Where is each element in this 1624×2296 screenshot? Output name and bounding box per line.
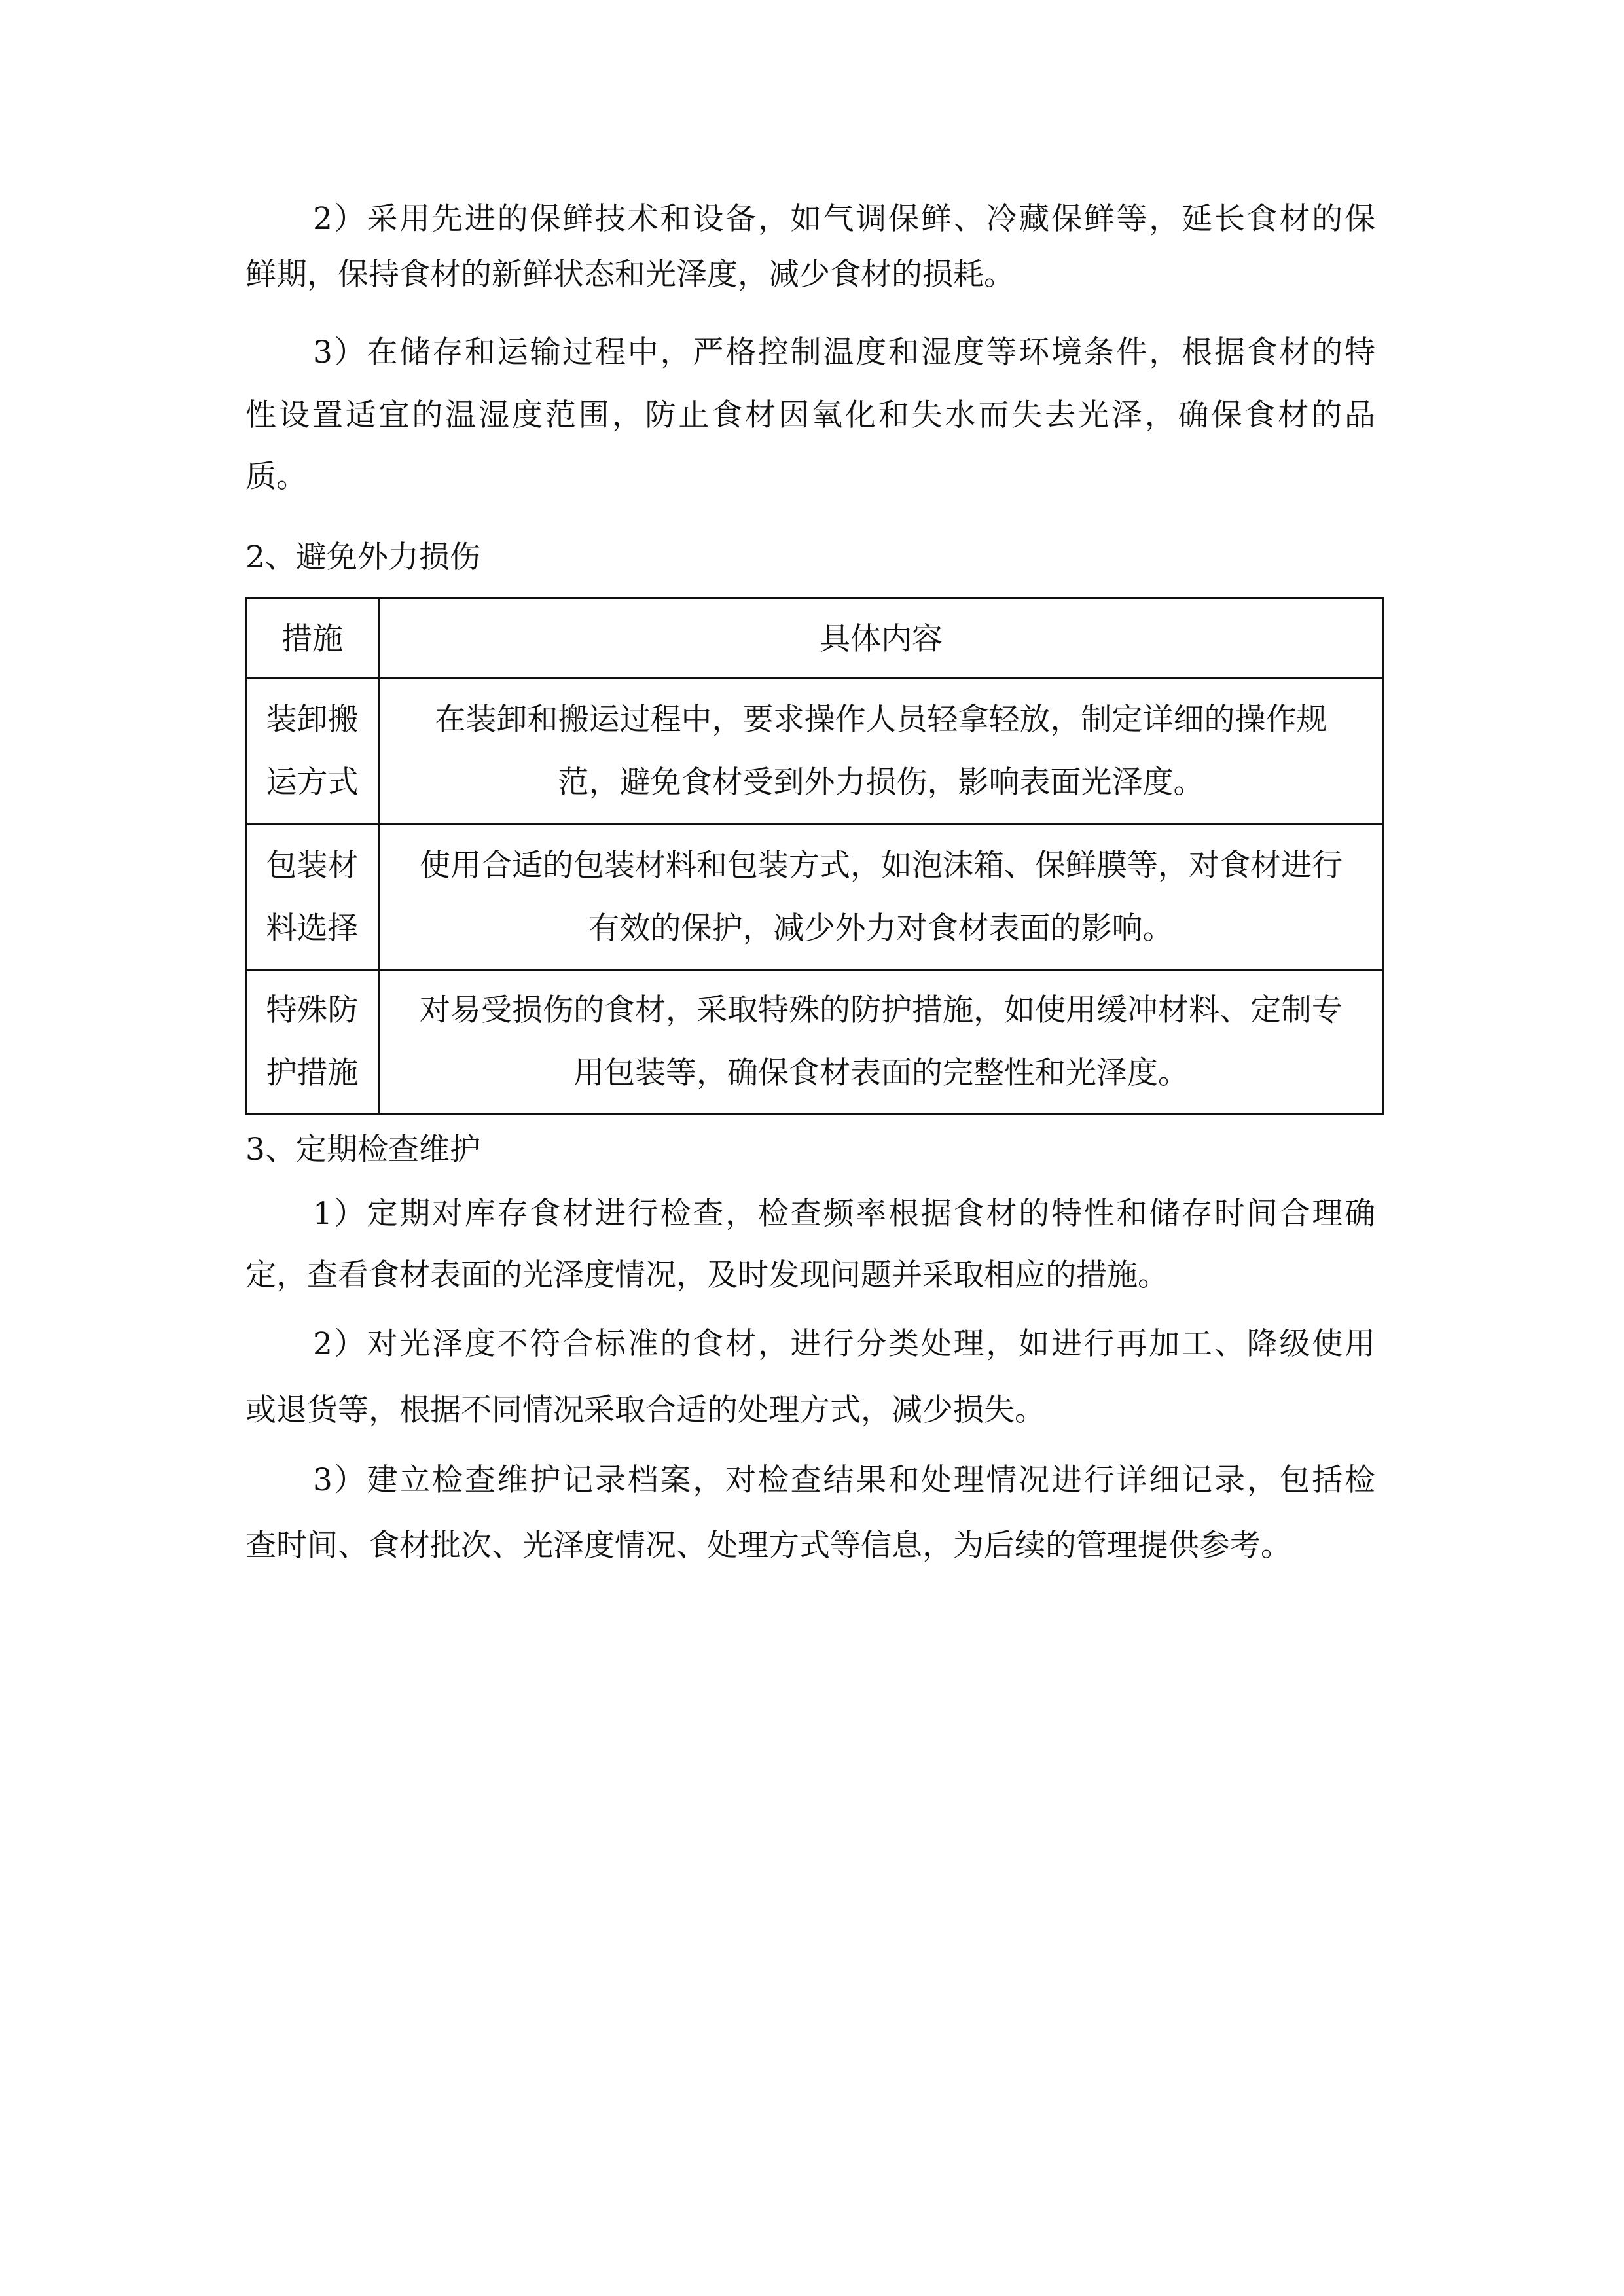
text-line: 质。 [245,459,307,495]
section-heading-inspection: 3、定期检查维护 [245,1132,480,1168]
table-header-row [246,598,1384,679]
cell-line: 装卸搬 [266,702,359,738]
header-content: 具体内容 [379,598,1384,679]
text-line: 鲜期，保持食材的新鲜状态和光泽度，减少食材的损耗。 [245,257,1015,293]
text-line: 2）对光泽度不符合标准的食材，进行分类处理，如进行再加工、降级使用 [313,1326,1375,1362]
measure-cell [246,970,379,1115]
cell-line: 在装卸和搬运过程中，要求操作人员轻拿轻放，制定详细的操作规 [435,702,1327,738]
cell-line: 料选择 [266,910,359,946]
text-line: 或退货等，根据不同情况采取合适的处理方式，减少损失。 [245,1392,1045,1428]
cell-line: 使用合适的包装材料和包装方式，如泡沫箱、保鲜膜等，对食材进行 [420,847,1343,884]
cell-line: 包装材 [266,847,359,884]
cell-line: 特殊防 [266,992,359,1028]
text-line: 3）在储存和运输过程中，严格控制温度和湿度等环境条件，根据食材的特 [313,334,1375,370]
table-row [246,679,1384,825]
content-cell [379,679,1384,825]
table-row [246,970,1384,1115]
cell-line: 有效的保护，减少外力对食材表面的影响。 [588,910,1174,946]
section-heading-avoid-damage: 2、避免外力损伤 [245,539,480,575]
measure-cell [246,825,379,970]
cell-line: 运方式 [266,764,359,800]
text-line: 1）定期对库存食材进行检查，检查频率根据食材的特性和储存时间合理确 [313,1196,1375,1232]
text-line: 定，查看食材表面的光泽度情况，及时发现问题并采取相应的措施。 [245,1257,1168,1293]
text-line: 2）采用先进的保鲜技术和设备，如气调保鲜、冷藏保鲜等，延长食材的保 [313,201,1375,237]
measures-table [245,597,1384,1115]
content-cell [379,970,1384,1115]
text-line: 查时间、食材批次、光泽度情况、处理方式等信息，为后续的管理提供参考。 [245,1528,1291,1564]
cell-line: 范，避免食材受到外力损伤，影响表面光泽度。 [558,764,1204,800]
text-line: 性设置适宜的温湿度范围，防止食材因氧化和失水而失去光泽，确保食材的品 [245,397,1375,433]
table-row [246,825,1384,970]
measure-cell [246,679,379,825]
header-measure: 措施 [246,598,379,679]
cell-line: 护措施 [266,1055,359,1091]
cell-line: 用包装等，确保食材表面的完整性和光泽度。 [573,1055,1189,1091]
text-line: 3）建立检查维护记录档案，对检查结果和处理情况进行详细记录，包括检 [313,1462,1375,1498]
content-cell [379,825,1384,970]
cell-line: 对易受损伤的食材，采取特殊的防护措施，如使用缓冲材料、定制专 [420,992,1343,1028]
